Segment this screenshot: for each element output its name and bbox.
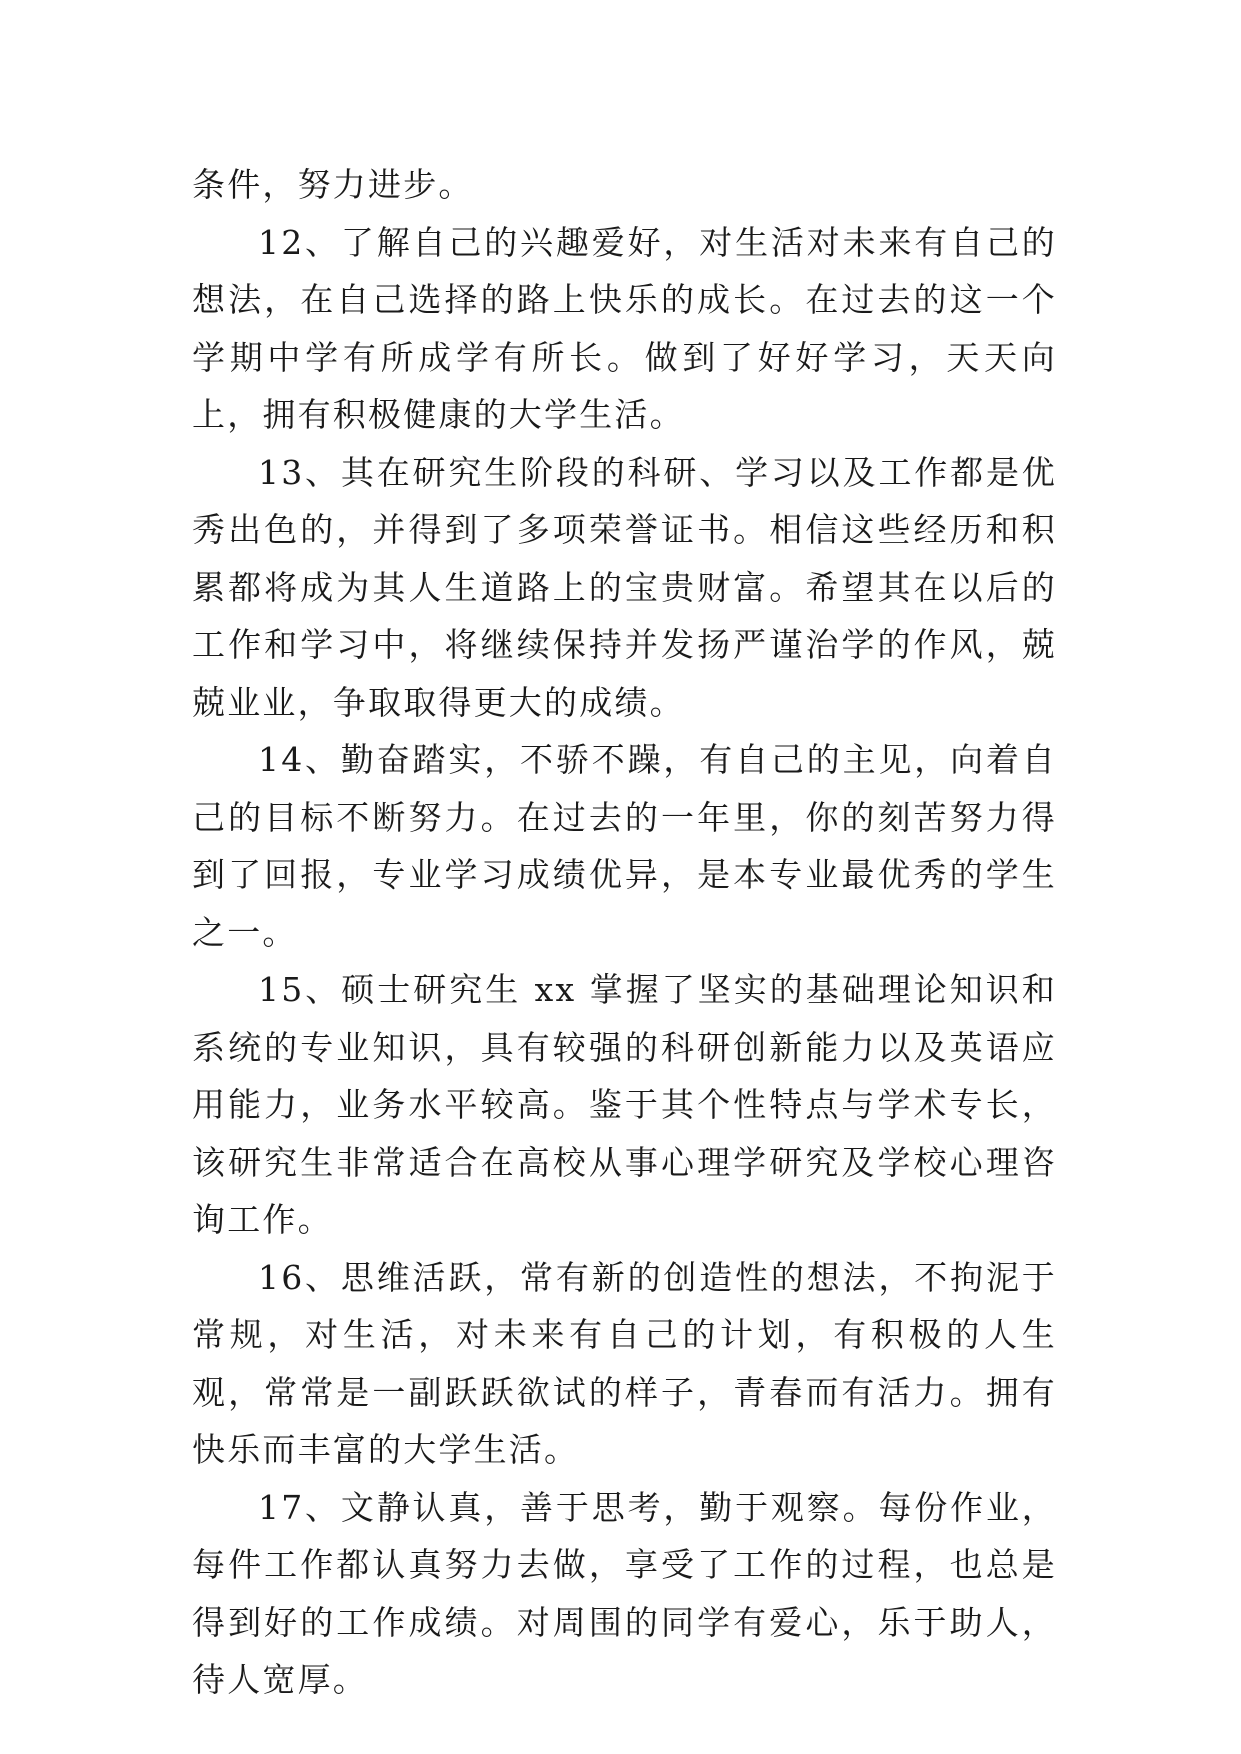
paragraph-item-14: 14、勤奋踏实，不骄不躁，有自己的主见，向着自己的目标不断努力。在过去的一年里，你的刻苦努力得到了回报，专业学习成绩优异，是本专业最优秀的学生之一。 xyxy=(192,740,1057,952)
paragraph-continuation: 条件，努力进步。 xyxy=(192,165,474,204)
paragraph-item-17: 17、文静认真，善于思考，勤于观察。每份作业，每件工作都认真努力去做，享受了工作的过程，也总是得到好的工作成绩。对周围的同学有爱心，乐于助人，待人宽厚。 xyxy=(192,1487,1057,1699)
paragraph-item-12: 12、了解自己的兴趣爱好，对生活对未来有自己的想法，在自己选择的路上快乐的成长。在过去的这一个学期中学有所成学有所长。做到了好好学习，天天向上，拥有积极健康的大学生活。 xyxy=(192,222,1057,434)
paragraph-item-16: 16、思维活跃，常有新的创造性的想法，不拘泥于常规，对生活，对未来有自己的计划，有积极的人生观，常常是一副跃跃欲试的样子，青春而有活力。拥有快乐而丰富的大学生活。 xyxy=(192,1257,1057,1469)
document-body xyxy=(192,156,1057,1709)
paragraph-item-13: 13、其在研究生阶段的科研、学习以及工作都是优秀出色的，并得到了多项荣誉证书。相信这些经历和积累都将成为其人生道路上的宝贵财富。希望其在以后的工作和学习中，将继续保持并发扬严谨治学的作风，兢兢业业，争取取得更大的成绩。 xyxy=(192,452,1057,722)
paragraph-item-15: 15、硕士研究生 xx 掌握了坚实的基础理论知识和系统的专业知识，具有较强的科研创新能力以及英语应用能力，业务水平较高。鉴于其个性特点与学术专长，该研究生非常适合在高校从事心理学研究及学校心理咨询工作。 xyxy=(192,970,1057,1239)
